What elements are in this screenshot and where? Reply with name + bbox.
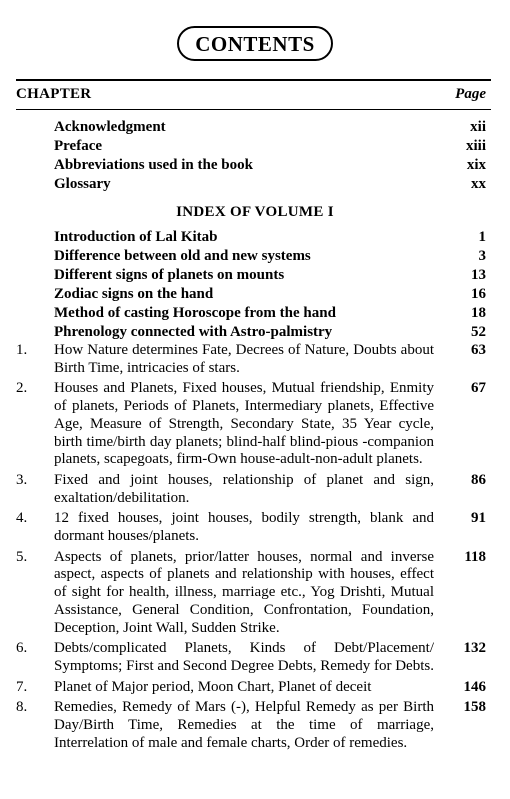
- entry-title: Difference between old and new systems: [54, 248, 311, 264]
- entry-page: xix: [466, 157, 486, 173]
- intro-row: [54, 304, 486, 323]
- section-heading: INDEX OF VOLUME I: [176, 204, 334, 220]
- chapter-number: 8.: [16, 699, 28, 716]
- chapter-description: Remedies, Remedy of Mars (-), Helpful Remedy as per Birth Day/Birth Time, Remedies at the time of marriage, Interrelation of male and female charts, Order of remedies.: [54, 699, 434, 751]
- chapter-row: [16, 380, 486, 469]
- chapter-page: 86: [471, 471, 486, 488]
- chapter-description: How Nature determines Fate, Decrees of Nature, Doubts about Birth Time, intricacies of stars.: [54, 342, 434, 376]
- chapter-row: [16, 699, 486, 752]
- entry-page: 1: [478, 229, 486, 245]
- chapter-description: Houses and Planets, Fixed houses, Mutual friendship, Enmity of planets, Periods of Planets, Intermediary planets, Effective Age, Measure of Strength, Secondary State, 35 Year cycle, birth time/birth day planets; blind-half blind-pious -companion planets, scapegoats, firm-Own house-adult-non-adult planets.: [54, 380, 434, 468]
- chapter-row: [16, 510, 486, 545]
- intro-list: [54, 228, 486, 342]
- front-matter-row: [54, 175, 486, 194]
- entry-page: 3: [478, 248, 486, 264]
- chapter-number: 5.: [16, 548, 28, 565]
- header-top-rule: [16, 79, 491, 81]
- entry-title: Acknowledgment: [54, 119, 166, 135]
- chapter-page: 63: [471, 342, 486, 358]
- front-matter-row: [54, 137, 486, 156]
- chapter-description: Debts/complicated Planets, Kinds of Debt/Placement/ Symptoms; First and Second Degree Debts, Remedy for Debts.: [54, 640, 434, 674]
- entry-page: 52: [471, 324, 486, 340]
- entry-page: 13: [471, 267, 486, 283]
- chapter-number: 2.: [16, 380, 28, 397]
- chapter-column-label: CHAPTER: [16, 86, 92, 102]
- entry-page: xx: [471, 176, 486, 192]
- chapter-row: [16, 549, 486, 638]
- chapter-number: 6.: [16, 640, 28, 657]
- front-matter-row: [54, 118, 486, 137]
- entry-title: Glossary: [54, 176, 111, 192]
- intro-row: [54, 228, 486, 247]
- entry-page: xiii: [465, 138, 486, 154]
- entry-title: Abbreviations used in the book: [54, 157, 253, 173]
- chapter-page: 118: [464, 548, 486, 565]
- chapter-list: [16, 342, 486, 755]
- chapter-number: 1.: [16, 342, 28, 358]
- front-matter-row: [54, 156, 486, 175]
- chapter-description: Fixed and joint houses, relationship of planet and sign, exaltation/debilitation.: [54, 471, 434, 506]
- chapter-row: [16, 640, 486, 675]
- intro-row: [54, 266, 486, 285]
- chapter-number: 7.: [16, 678, 28, 695]
- chapter-description: 12 fixed houses, joint houses, bodily strength, blank and dormant houses/planets.: [54, 510, 434, 545]
- entry-title: Zodiac signs on the hand: [54, 286, 214, 302]
- page-title: CONTENTS: [177, 26, 333, 61]
- chapter-page: 158: [463, 699, 486, 716]
- entry-title: Preface: [54, 138, 103, 154]
- page-column-label: Page: [455, 86, 486, 102]
- front-matter-list: [54, 118, 486, 194]
- intro-row: [54, 323, 486, 342]
- entry-title: Introduction of Lal Kitab: [54, 229, 218, 245]
- header-bottom-rule: [16, 109, 491, 110]
- entry-title: Method of casting Horoscope from the hand: [54, 305, 336, 321]
- chapter-page: 132: [463, 640, 486, 657]
- chapter-page: 91: [471, 510, 486, 527]
- entry-page: xii: [470, 119, 486, 135]
- chapter-page: 146: [463, 678, 486, 695]
- chapter-description: Planet of Major period, Moon Chart, Planet of deceit: [54, 678, 372, 695]
- entry-title: Different signs of planets on mounts: [54, 267, 285, 283]
- chapter-page: 67: [471, 380, 486, 397]
- chapter-row: [16, 342, 486, 377]
- chapter-row: [16, 679, 486, 697]
- title-container: [0, 26, 510, 61]
- intro-row: [54, 285, 486, 304]
- intro-row: [54, 247, 486, 266]
- entry-page: 16: [471, 286, 486, 302]
- entry-page: 18: [471, 305, 486, 321]
- chapter-description: Aspects of planets, prior/latter houses, normal and inverse aspect, aspects of planets and relationship with houses, effect of sight for health, illness, marriage etc., Yog Drishti, Mutual Assistance, General Condition, Confrontation, Foundation, Deception, Joint Wall, Sudden Strike.: [54, 548, 434, 636]
- chapter-number: 3.: [16, 471, 28, 488]
- chapter-row: [16, 472, 486, 507]
- chapter-number: 4.: [16, 510, 28, 527]
- entry-title: Phrenology connected with Astro-palmistry: [54, 324, 333, 340]
